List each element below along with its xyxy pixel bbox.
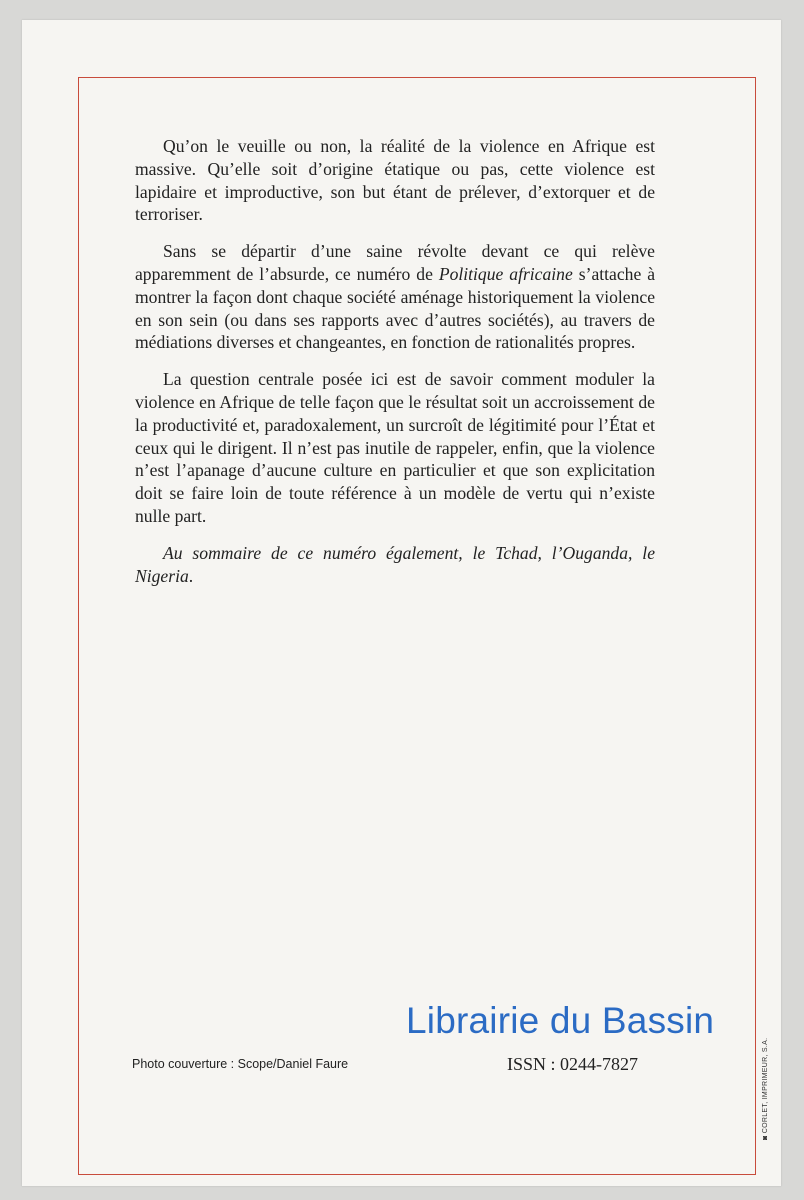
blurb-paragraph-3: La question centrale posée ici est de savoir comment moduler la violence en Afrique de telle façon que le résultat soit un accroissement de la productivité et, paradoxalement, un surcroît de légitimité pour l’État et ceux qui le dirigent. Il n’est pas inutile de rappeler, enfin, que la violence n’est l’apanage d’aucune culture en particulier et que son explicitation doit se faire loin de toute référence à un modèle de vertu qui n’existe nulle part. [135, 369, 655, 526]
printer-text: CORLET, IMPRIMEUR, S.A. [762, 1037, 769, 1134]
issn-number: ISSN : 0244-7827 [507, 1054, 639, 1074]
blurb-summary [135, 542, 655, 588]
summary-text: Au sommaire de ce numéro également, le Tchad, l’Ouganda, le Nigeria [135, 542, 655, 586]
back-cover-blurb [135, 135, 655, 601]
journal-title: Politique africaine [438, 263, 573, 284]
printer-logo-icon: ◙ [762, 1133, 769, 1140]
seller-watermark: Librairie du Bassin [406, 1000, 715, 1041]
printer-imprint [762, 1038, 769, 1140]
photo-credit: Photo couverture : Scope/Daniel Faure [132, 1057, 349, 1071]
summary-period: . [188, 565, 194, 586]
blurb-paragraph-1: Qu’on le veuille ou non, la réalité de la violence en Afrique est massive. Qu’elle soit d’origine étatique ou pas, cette violence est lapidaire et improductive, son but étant de prélever, d’extorquer et de terroriser. [135, 136, 655, 225]
blurb-p2-start: Sans se départir d’une saine révolte devant ce qui relève apparemment de l’absurde, ce numéro de [135, 241, 655, 284]
blurb-p2-end: s’attache à montrer la façon dont chaque société aménage historiquement la violence en son sein (ou dans ses rapports avec d’autres sociétés), au travers de médiations diverses et changeantes, en fonction de rationalités propres. [135, 263, 656, 353]
blurb-paragraph-2 [135, 240, 655, 354]
